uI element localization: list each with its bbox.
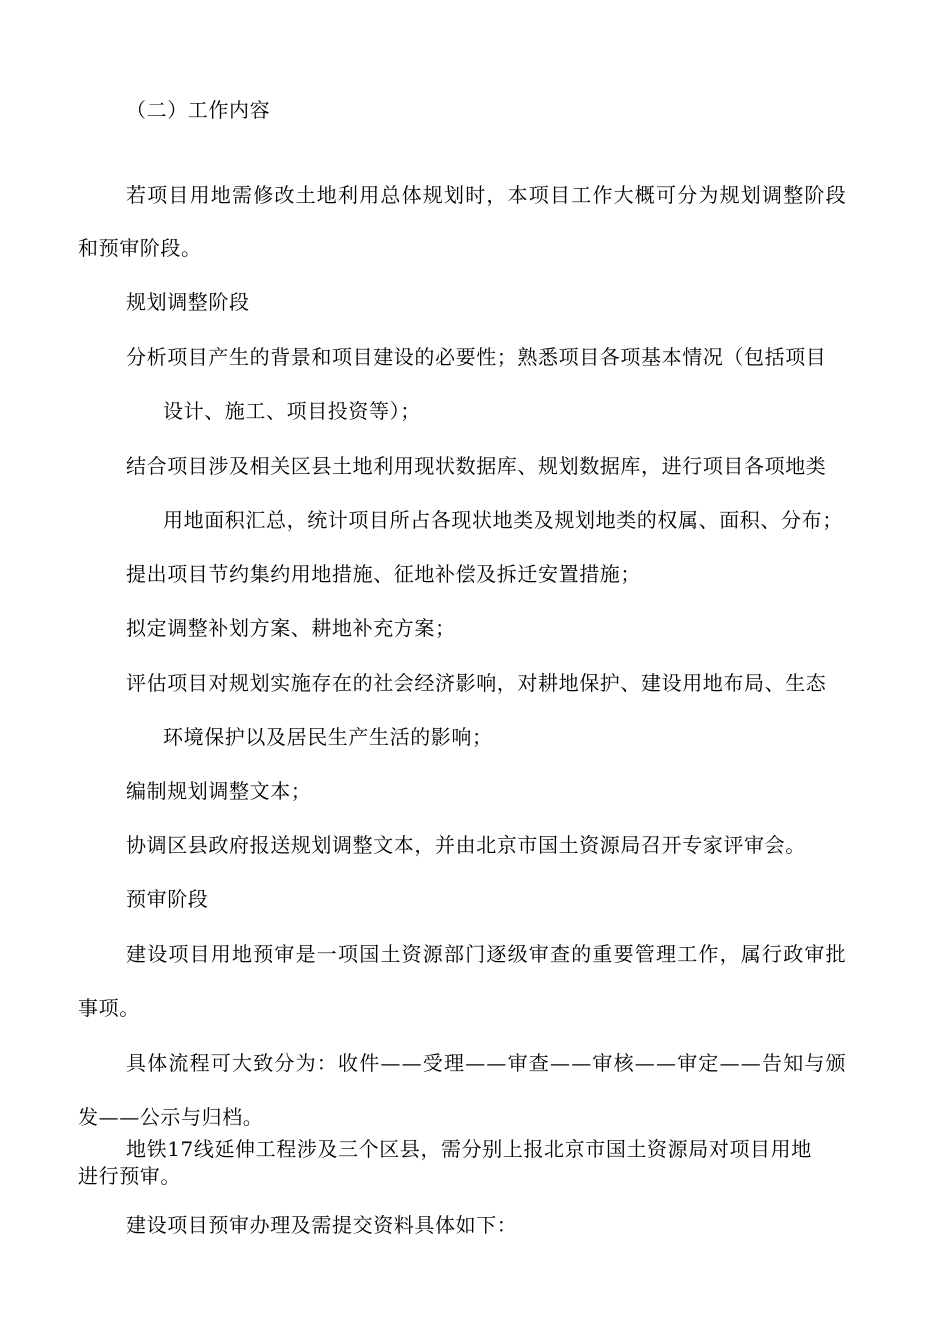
stage1-item-5-line-1: 评估项目对规划实施存在的社会经济影响，对耕地保护、建设用地布局、生态 [126, 671, 827, 695]
stage1-item-5-line-2: 环境保护以及居民生产生活的影响； [163, 725, 493, 749]
stage1-item-4: 拟定调整补划方案、耕地补充方案； [126, 616, 456, 640]
intro-line-1: 若项目用地需修改土地利用总体规划时，本项目工作大概可分为规划调整阶段 [126, 183, 847, 207]
stage1-item-2-line-2: 用地面积汇总，统计项目所占各现状地类及规划地类的权属、面积、分布； [163, 508, 843, 532]
stage1-item-2-line-1: 结合项目涉及相关区县土地利用现状数据库、规划数据库，进行项目各项地类 [126, 454, 827, 478]
stage2-para3-line-2: 进行预审。 [78, 1164, 181, 1188]
stage1-item-3: 提出项目节约集约用地措施、征地补偿及拆迁安置措施； [126, 562, 641, 586]
stage1-item-6: 编制规划调整文本； [126, 779, 312, 803]
stage2-para4: 建设项目预审办理及需提交资料具体如下： [126, 1213, 518, 1237]
section-heading: （二）工作内容 [126, 98, 271, 122]
stage1-item-7: 协调区县政府报送规划调整文本，并由北京市国土资源局召开专家评审会。 [126, 833, 806, 857]
stage2-para1-line-1: 建设项目用地预审是一项国土资源部门逐级审查的重要管理工作，属行政审批 [126, 942, 847, 966]
stage1-item-1-line-2: 设计、施工、项目投资等）； [163, 399, 421, 423]
stage2-title: 预审阶段 [126, 887, 209, 911]
intro-line-2: 和预审阶段。 [78, 236, 202, 260]
stage2-para1-line-2: 事项。 [78, 996, 140, 1020]
stage1-item-1-line-1: 分析项目产生的背景和项目建设的必要性；熟悉项目各项基本情况（包括项目 [126, 345, 827, 369]
stage2-para2-line-2: 发——公示与归档。 [78, 1105, 264, 1129]
stage2-para2-line-1: 具体流程可大致分为：收件——受理——审查——审核——审定——告知与颁 [126, 1051, 847, 1075]
stage1-title: 规划调整阶段 [126, 290, 250, 314]
stage2-para3-line-1: 地铁17线延伸工程涉及三个区县，需分别上报北京市国土资源局对项目用地 [126, 1137, 812, 1161]
